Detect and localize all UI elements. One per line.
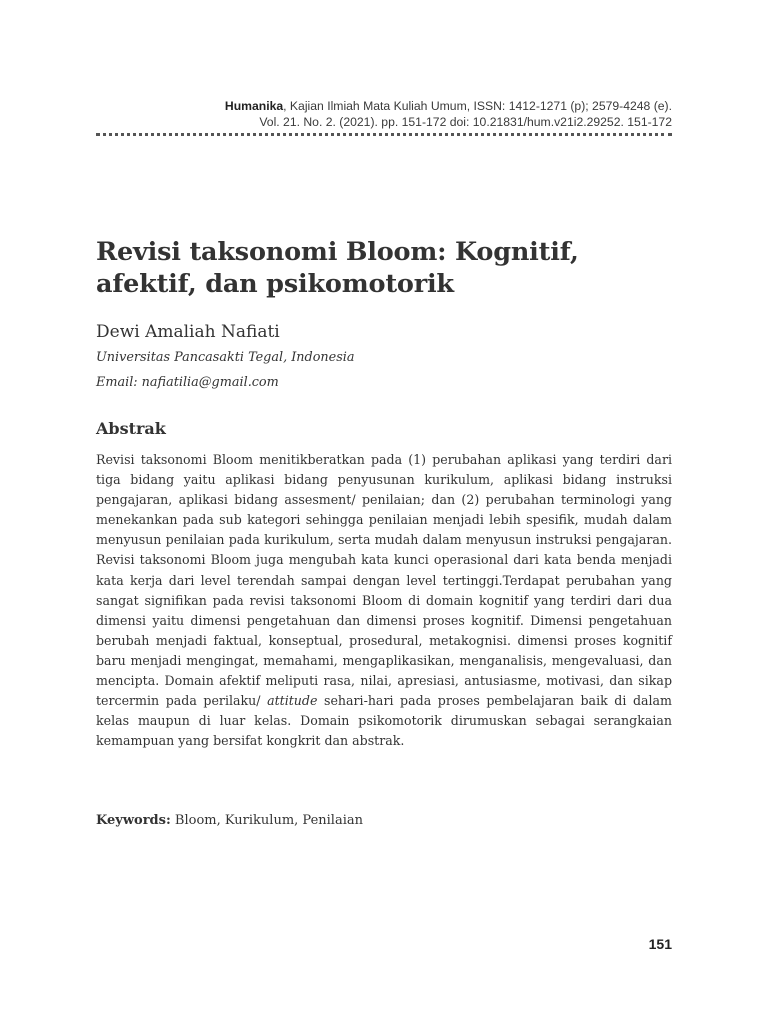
abstract-text-part-1: Revisi taksonomi Bloom menitikberatkan pada (1) perubahan aplikasi yang terdiri dari tiga bidang yaitu aplikasi bidang penyusunan kurikulum, aplikasi bidang instruksi pengajaran, aplikasi bidang assesment/ penilaian; dan (2) perubahan terminologi yang menekankan pada sub kategori sehingga penilaian menjadi lebih spesifik, mudah dalam menyusun penilaian pada kurikulum, serta mudah dalam menyusun instruksi pengajaran. Revisi taksonomi Bloom juga mengubah kata kunci operasional dari kata benda menjadi kata kerja dari level terendah sampai dengan level tertinggi.Terdapat perubahan yang sangat signifikan pada revisi taksonomi Bloom di domain kognitif yang terdiri dari dua dimensi yaitu dimensi pengetahuan dan dimensi proses kognitif. Dimensi pengetahuan berubah menjadi faktual, konseptual, prosedural, metakognisi. dimensi proses kognitif baru menjadi mengingat, memahami, mengaplikasikan, menganalisis, mengevaluasi, dan mencipta. Domain afektif meliputi rasa, nilai, apresiasi, antusiasme, motivasi, dan sikap tercermin pada perilaku/ <box>96 452 672 709</box>
abstract-text-part-2: sehari-hari pada proses pembelajaran baik di dalam kelas maupun di luar kelas. Domain psikomotorik dirumuskan sebagai serangkaian kemampuan yang bersifat kongkrit dan abstrak. <box>96 693 672 749</box>
keywords-label: Keywords: <box>96 813 171 828</box>
journal-name: Humanika <box>224 99 284 113</box>
header-line-2: Vol. 21. No. 2. (2021). pp. 151-172 doi: 10.21831/hum.v21i2.29252. 151-172 <box>259 115 672 129</box>
header-divider <box>96 133 672 136</box>
journal-details: , Kajian Ilmiah Mata Kuliah Umum, ISSN: 1412-1271 (p); 2579-4248 (e). <box>283 99 672 113</box>
page-number: 151 <box>648 936 672 952</box>
abstract-italic-term: attitude <box>267 693 318 709</box>
article-title: Revisi taksonomi Bloom: Kognitif, afektif, dan psikomotorik <box>96 237 579 299</box>
abstract-heading: Abstrak <box>96 419 166 438</box>
abstract-text <box>96 450 672 751</box>
header-line-1 <box>92 98 672 114</box>
keywords-line <box>96 813 363 828</box>
keywords-values: Bloom, Kurikulum, Penilaian <box>174 813 363 828</box>
journal-header <box>92 98 672 130</box>
author-name: Dewi Amaliah Nafiati <box>96 322 280 342</box>
author-email: Email: nafiatilia@gmail.com <box>96 375 279 390</box>
author-affiliation: Universitas Pancasakti Tegal, Indonesia <box>96 350 355 365</box>
